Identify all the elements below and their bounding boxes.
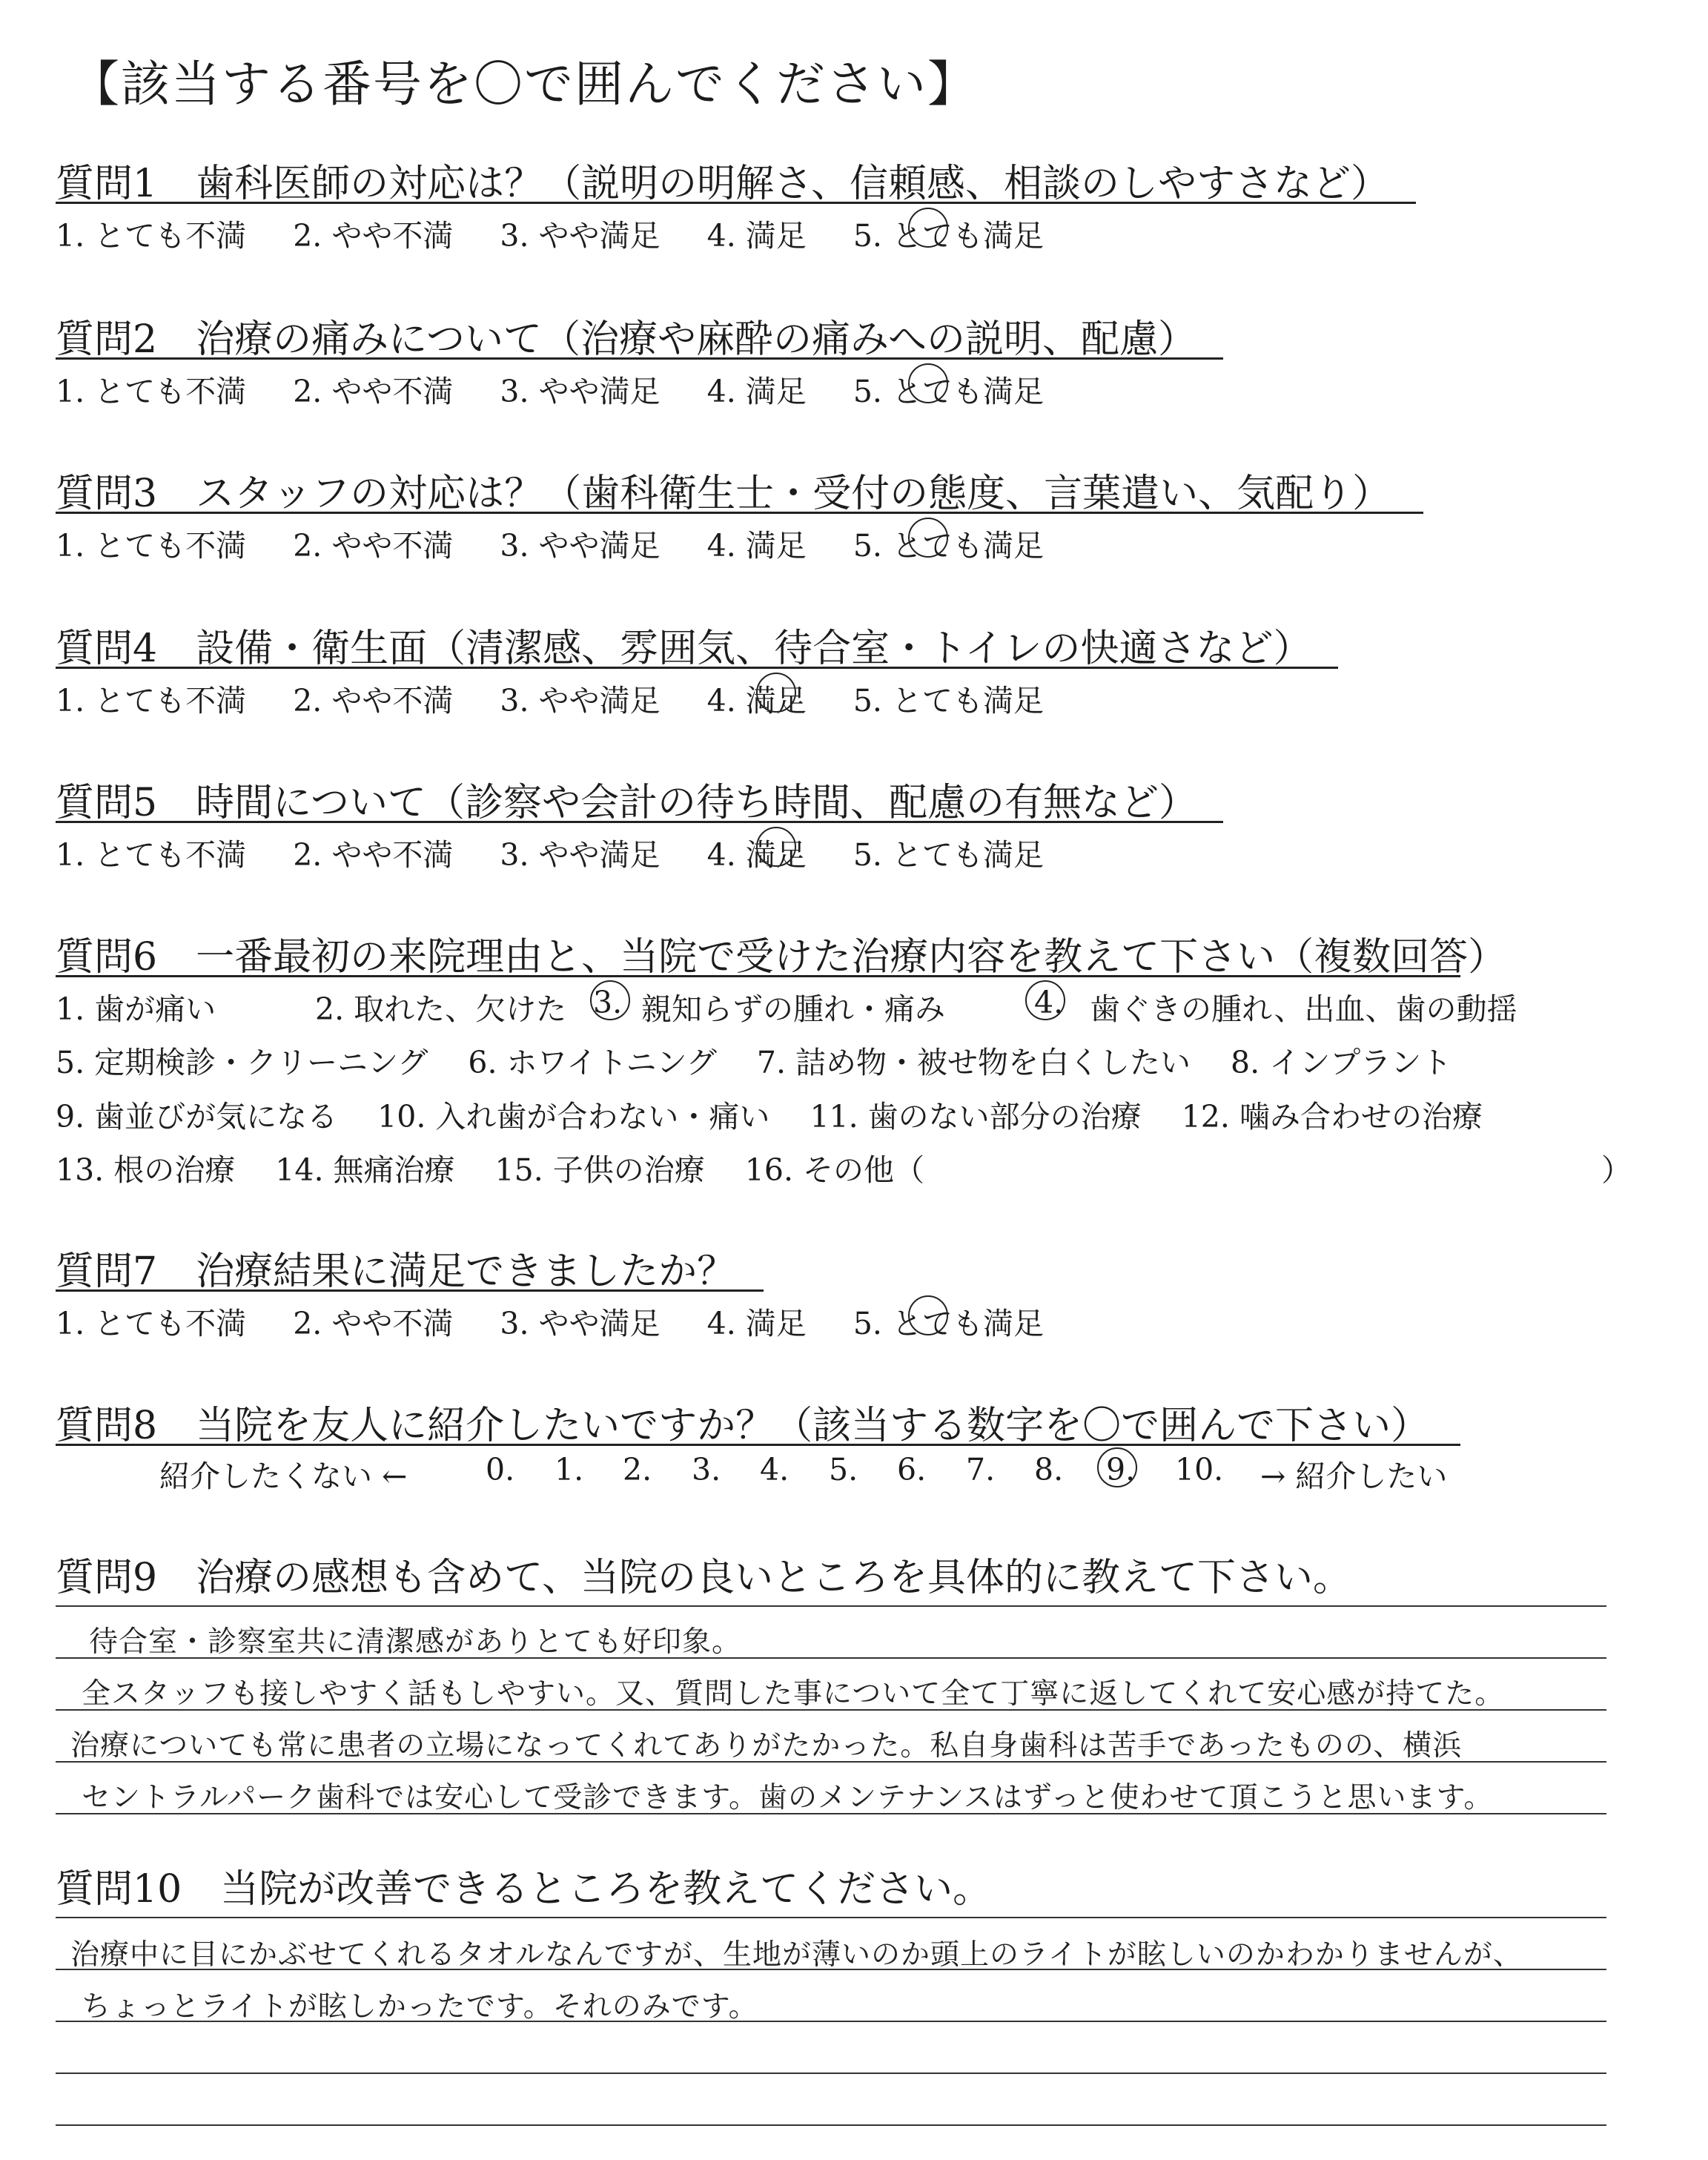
question-5-label: 質問5 時間について（診察や会計の待ち時間、配慮の有無など） [56, 781, 1198, 825]
q8-scale-1[interactable]: 1. [555, 1452, 584, 1487]
q10-answer-text-1: 治療中に目にかぶせてくれるタオルなんですが、生地が薄いのか頭上のライトが眩しいのかわかりませんが、 [70, 1938, 1523, 1972]
q7-option-5-selected[interactable] [853, 1299, 1044, 1343]
q5-option-3-label: 3. やや満足 [500, 837, 661, 873]
question-8-label: 質問8 当院を友人に紹介したいですか？（該当する数字を〇で囲んで下さい） [56, 1404, 1430, 1448]
q1-option-5-label: 5. とても満足 [853, 218, 1044, 254]
q10-answer-text-2: ちょっとライトが眩しかったです。それのみです。 [82, 1990, 758, 2024]
q10-answer-line [56, 2124, 1606, 2126]
q2-selection-circle [908, 363, 948, 403]
q6-option-4-selection-circle [1025, 980, 1065, 1020]
q1-option-3-label: 3. やや満足 [500, 218, 661, 254]
q6-option-3-selection-circle [590, 980, 630, 1020]
q2-option-2[interactable] [293, 367, 453, 411]
q5-option-5-label: 5. とても満足 [853, 837, 1044, 873]
q3-option-1-label: 1. とても不満 [56, 528, 247, 564]
q8-scale-left-label: 紹介したくない ← [159, 1459, 408, 1494]
question-1-label: 質問1 歯科医師の対応は？（説明の明解さ、信頼感、相談のしやすさなど） [56, 162, 1390, 206]
q6-options-row-2[interactable]: 5. 定期検診・クリーニング 6. ホワイトニング 7. 詰め物・被せ物を白くしたい 8. インプラント [56, 1045, 1452, 1080]
q6-option-4-label: 歯ぐきの腫れ、出血、歯の動揺 [1090, 991, 1517, 1027]
q8-scale-7[interactable]: 7. [966, 1452, 996, 1487]
q8-scale-4[interactable]: 4. [760, 1452, 790, 1487]
question-6-underline [56, 975, 1460, 977]
q7-option-4-label: 4. 満足 [706, 1306, 807, 1341]
q8-scale-8[interactable]: 8. [1034, 1452, 1064, 1487]
question-4-label: 質問4 設備・衛生面（清潔感、雰囲気、待合室・トイレの快適さなど） [56, 627, 1312, 671]
question-7-label: 質問7 治療結果に満足できましたか？ [56, 1249, 736, 1294]
q7-selection-circle [908, 1295, 948, 1335]
question-6-label: 質問6 一番最初の来院理由と、当院で受けた治療内容を教えて下さい（複数回答） [56, 935, 1507, 980]
q7-option-2-label: 2. やや不満 [293, 1306, 454, 1341]
q4-option-5[interactable] [853, 676, 1044, 720]
q7-option-1-label: 1. とても不満 [56, 1306, 247, 1341]
q8-scale-3[interactable]: 3. [692, 1452, 721, 1487]
question-4-underline [56, 667, 1338, 669]
q4-option-5-label: 5. とても満足 [853, 683, 1044, 719]
q6-option-2[interactable]: 2. 取れた、欠けた [315, 991, 567, 1027]
question-4-options [56, 676, 1081, 720]
q10-answer-line [56, 1917, 1606, 1918]
q3-option-4[interactable] [707, 521, 807, 565]
q1-option-4[interactable] [707, 211, 807, 255]
q8-scale-9-selected[interactable]: 9. [1106, 1452, 1136, 1487]
q5-option-2-label: 2. やや不満 [293, 837, 454, 873]
question-2-underline [56, 357, 1223, 360]
q6-options-row-3[interactable]: 9. 歯並びが気になる 10. 入れ歯が合わない・痛い 11. 歯のない部分の治療 12. 噛み合わせの治療 [56, 1099, 1483, 1135]
q6-option-1[interactable]: 1. 歯が痛い [56, 991, 216, 1027]
q3-option-2-label: 2. やや不満 [293, 528, 454, 564]
q6-other-close-paren: ） [1601, 1152, 1632, 1188]
q4-option-3[interactable] [500, 676, 660, 720]
q9-answer-text-4: セントラルパーク歯科では安心して受診できます。歯のメンテナンスはずっと使わせて頂こうと思います。 [82, 1781, 1494, 1814]
q7-option-2[interactable] [293, 1299, 453, 1343]
q4-option-3-label: 3. やや満足 [500, 683, 661, 719]
q2-option-5-selected[interactable] [853, 367, 1044, 411]
q1-option-1-label: 1. とても不満 [56, 218, 247, 254]
q9-answer-text-3: 治療についても常に患者の立場になってくれてありがたかった。私自身歯科は苦手であったものの、横浜 [70, 1729, 1463, 1763]
q5-option-4-label: 4. 満足 [706, 837, 807, 873]
q4-option-2-label: 2. やや不満 [293, 683, 454, 719]
q3-option-2[interactable] [293, 521, 453, 565]
q2-option-4-label: 4. 満足 [706, 374, 807, 409]
question-1-underline [56, 202, 1416, 204]
q3-option-3[interactable] [500, 521, 660, 565]
q7-option-3-label: 3. やや満足 [500, 1306, 661, 1341]
q1-selection-circle [908, 208, 948, 248]
q7-option-3[interactable] [500, 1299, 660, 1343]
q1-option-3[interactable] [500, 211, 660, 255]
q8-scale-6[interactable]: 6. [897, 1452, 927, 1487]
q7-option-5-label: 5. とても満足 [853, 1306, 1044, 1341]
question-5-options [56, 830, 1081, 874]
q9-answer-text-1: 待合室・診察室共に清潔感がありとても好印象。 [89, 1625, 742, 1659]
q2-option-4[interactable] [707, 367, 807, 411]
q6-options-row-4[interactable]: 13. 根の治療 14. 無痛治療 15. 子供の治療 16. その他（ [56, 1152, 925, 1188]
q7-option-4[interactable] [707, 1299, 807, 1343]
q9-answer-text-2: 全スタッフも接しやすく話もしやすい。又、質問した事について全て丁寧に返してくれて安心感が持てた。 [82, 1677, 1505, 1711]
question-5-underline [56, 821, 1223, 823]
q5-option-5[interactable] [853, 830, 1044, 874]
question-7-underline [56, 1289, 764, 1292]
q5-option-2[interactable] [293, 830, 453, 874]
page-title: 【該当する番号を〇で囲んでください】 [70, 56, 978, 113]
q6-option-3-number[interactable]: 3. [593, 985, 623, 1020]
question-8-underline [56, 1444, 1460, 1446]
question-3-underline [56, 512, 1423, 514]
q5-option-3[interactable] [500, 830, 660, 874]
q3-selection-circle [908, 518, 948, 558]
q2-option-3[interactable] [500, 367, 660, 411]
q3-option-1[interactable] [56, 521, 246, 565]
q4-selection-circle [756, 673, 796, 713]
q4-option-1-label: 1. とても不満 [56, 683, 247, 719]
q8-scale-5[interactable]: 5. [829, 1452, 858, 1487]
q5-selection-circle [756, 827, 796, 867]
q9-answer-line [56, 1605, 1606, 1607]
q1-option-1[interactable] [56, 211, 246, 255]
q3-option-5-selected[interactable] [853, 521, 1044, 565]
q1-option-2-label: 2. やや不満 [293, 218, 454, 254]
q6-option-3-label: 親知らずの腫れ・痛み [641, 991, 945, 1027]
q8-scale-2[interactable]: 2. [623, 1452, 652, 1487]
question-3-label: 質問3 スタッフの対応は？（歯科衛生士・受付の態度、言葉遣い、気配り） [56, 472, 1391, 516]
q5-option-1[interactable] [56, 830, 246, 874]
q8-scale-right-label: → 紹介したい [1260, 1459, 1448, 1494]
q2-option-1[interactable] [56, 367, 246, 411]
question-2-label: 質問2 治療の痛みについて（治療や麻酔の痛みへの説明、配慮） [56, 317, 1197, 362]
q3-option-5-label: 5. とても満足 [853, 528, 1044, 564]
q2-option-1-label: 1. とても不満 [56, 374, 247, 409]
q1-option-4-label: 4. 満足 [706, 218, 807, 254]
q4-option-1[interactable] [56, 676, 246, 720]
q7-option-1[interactable] [56, 1299, 246, 1343]
question-9-label: 質問9 治療の感想も含めて、当院の良いところを具体的に教えて下さい。 [56, 1556, 1352, 1600]
q8-scale-10[interactable]: 10. [1175, 1452, 1224, 1487]
q8-scale-0[interactable]: 0. [486, 1452, 515, 1487]
q3-option-3-label: 3. やや満足 [500, 528, 661, 564]
q8-selection-circle [1097, 1447, 1137, 1487]
q4-option-4-label: 4. 満足 [706, 683, 807, 719]
q10-answer-line [56, 2073, 1606, 2074]
q2-option-3-label: 3. やや満足 [500, 374, 661, 409]
q1-option-5-selected[interactable] [853, 211, 1044, 255]
q6-option-4-number[interactable]: 4. [1034, 985, 1064, 1020]
q3-option-4-label: 4. 満足 [706, 528, 807, 564]
q1-option-2[interactable] [293, 211, 453, 255]
q4-option-2[interactable] [293, 676, 453, 720]
q2-option-5-label: 5. とても満足 [853, 374, 1044, 409]
question-10-label: 質問10 当院が改善できるところを教えてください。 [56, 1867, 992, 1912]
q5-option-1-label: 1. とても不満 [56, 837, 247, 873]
q2-option-2-label: 2. やや不満 [293, 374, 454, 409]
